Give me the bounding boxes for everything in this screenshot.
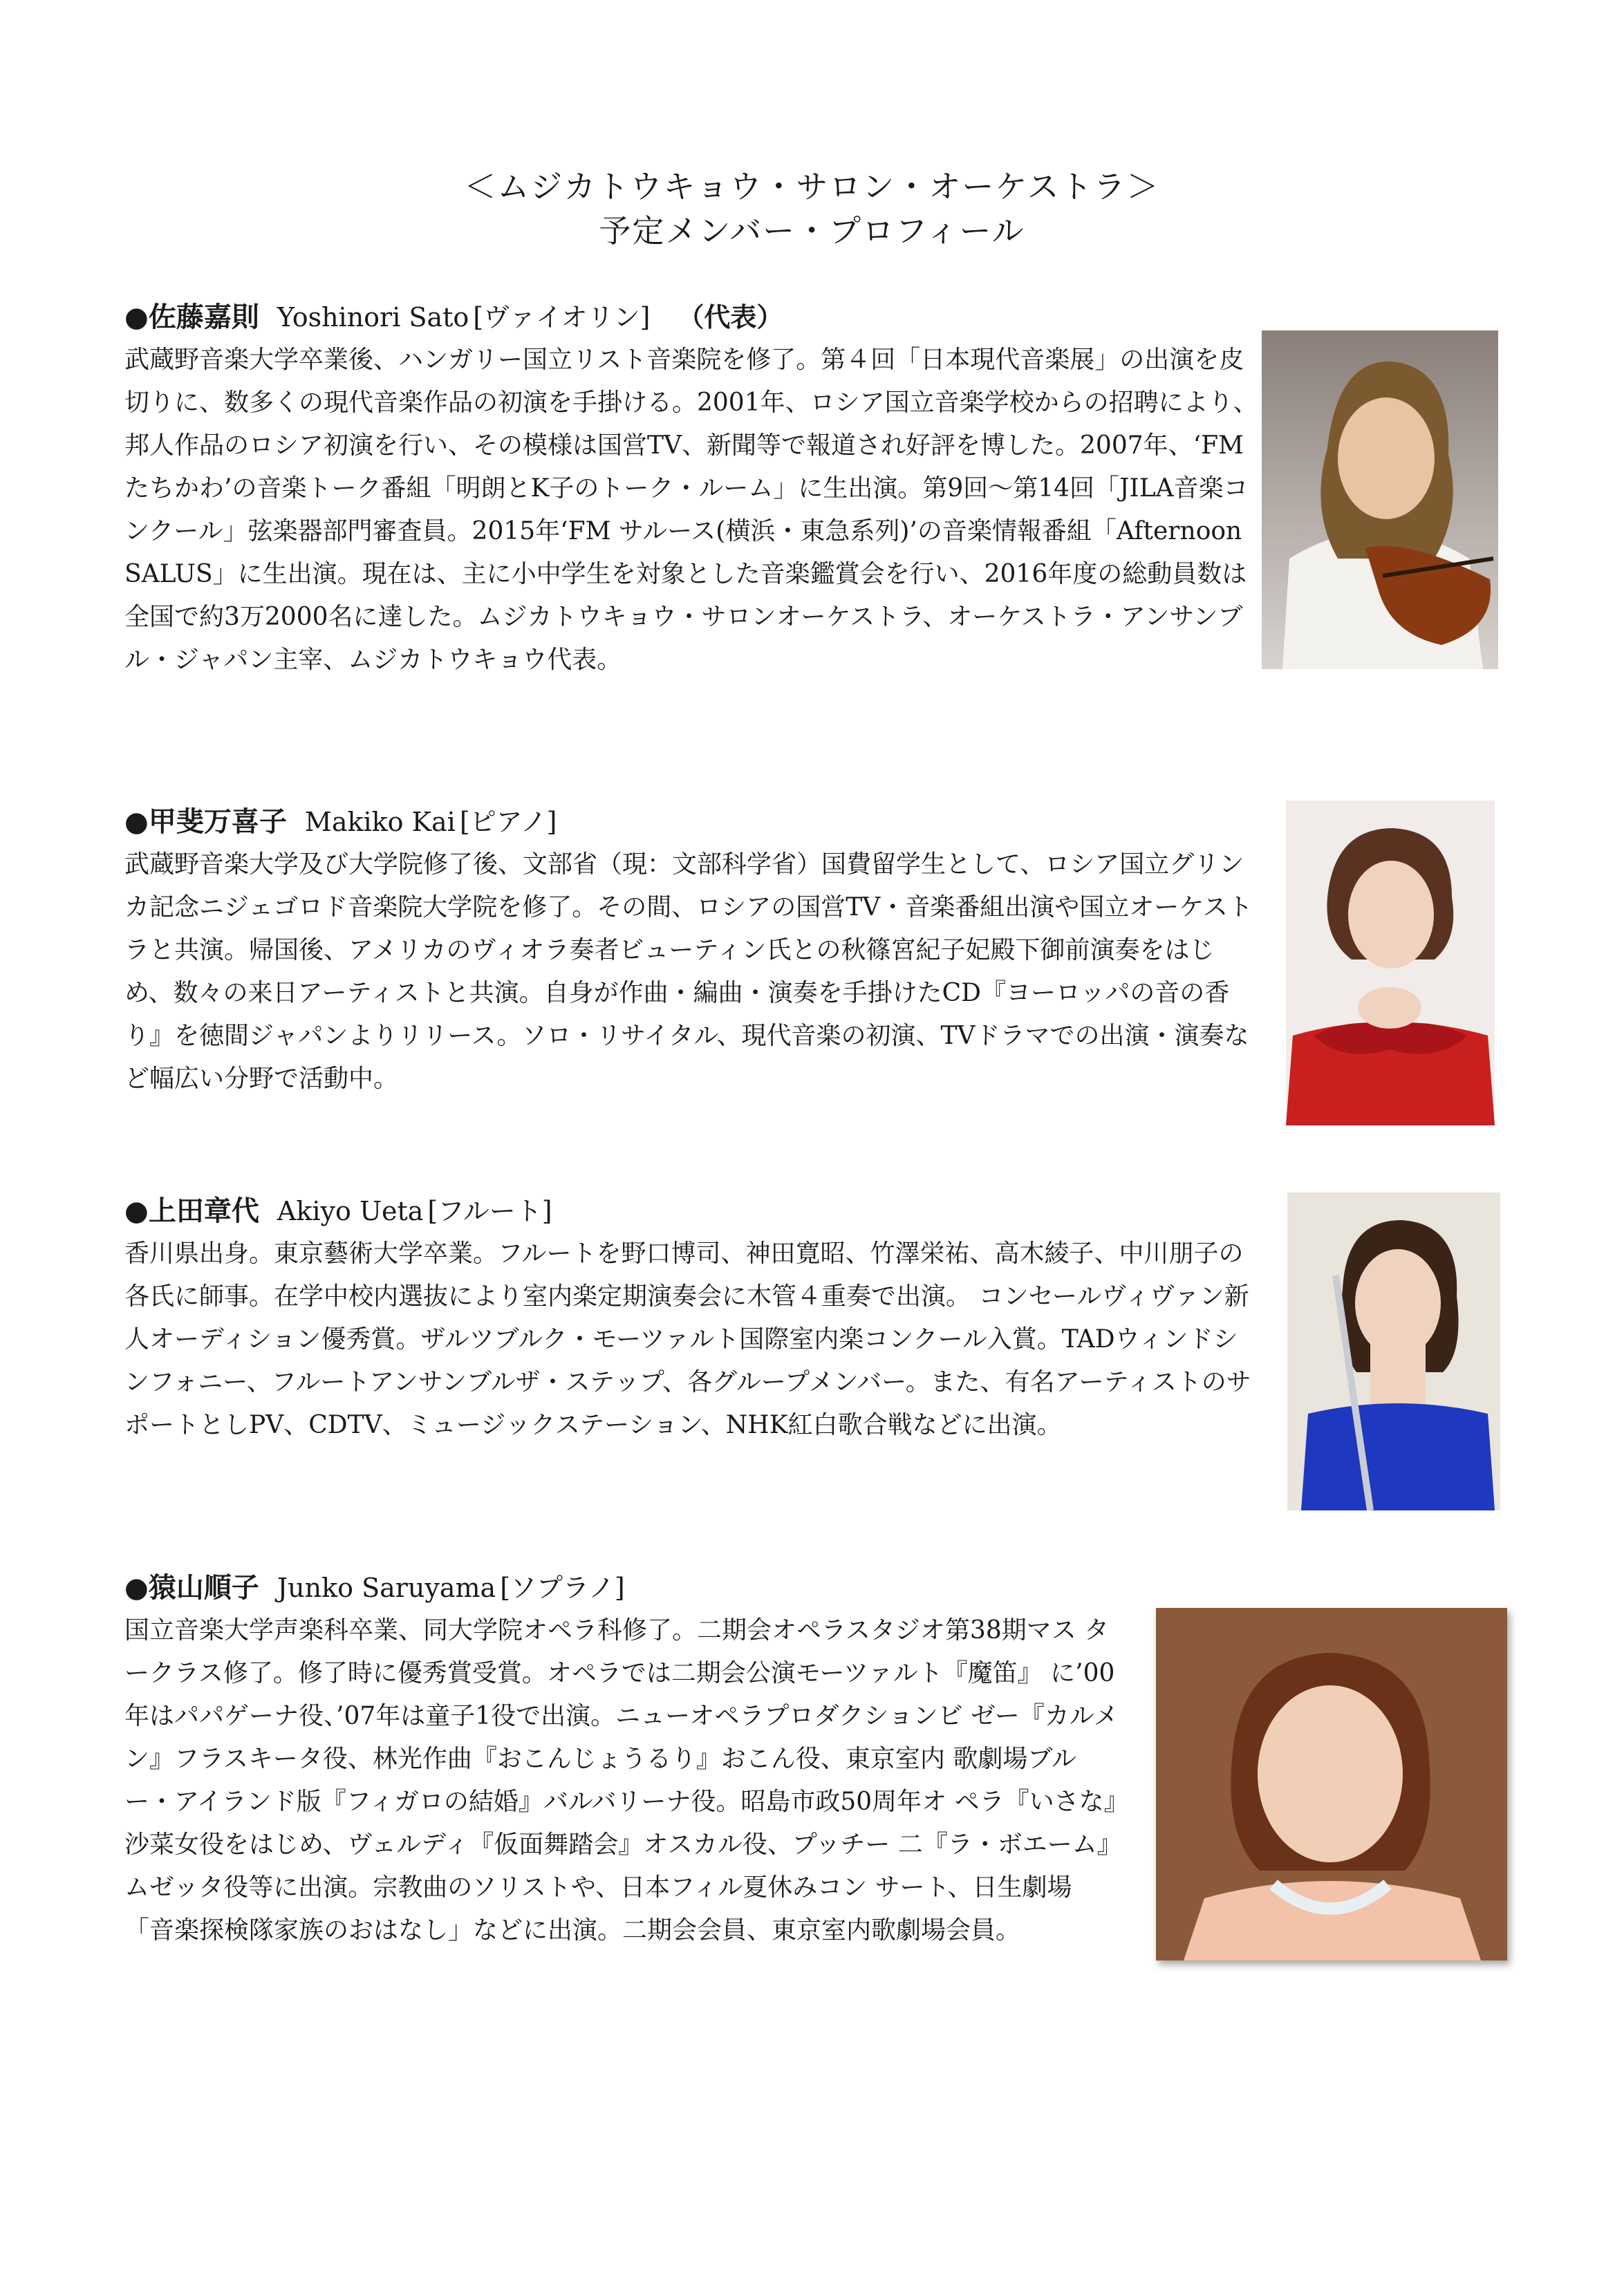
member-profile-sato [124,299,1258,682]
member-profile-saruyama [124,1569,1120,1952]
member-profile-kai [124,803,1258,1101]
member-role: [ヴァイオリン] [473,302,651,333]
pianist-photo [1286,801,1495,1125]
member-bio: 国立音楽大学声楽科卒業、同大学院オペラ科修了。二期会オペラスタジオ第38期マス タークラス修了。修了時に優秀賞受賞。オペラでは二期会公演モーツァルト『魔笛』 に’00年はパパゲーナ役、’07年は童子1役で出演。ニューオペラプロダクションビ ゼー『カルメン』フラスキータ役、林光作曲『おこんじょうるり』おこん役、東京室内 歌劇場ブルー・アイランド版『フィガロの結婚』バルバリーナ役。昭島市政50周年オ ペラ『いさな』沙菜女役をはじめ、ヴェルディ『仮面舞踏会』オスカル役、プッチー 二『ラ・ボエーム』ムゼッタ役等に出演。宗教曲のソリストや、日本フィル夏休みコン サート、日生劇場「音楽探検隊家族のおはなし」などに出演。二期会会員、東京室内歌劇場会員。 [124,1616,1119,1945]
member-bio: 香川県出身。東京藝術大学卒業。フルートを野口博司、神田寛昭、竹澤栄祐、高木綾子、中川朋子の各氏に師事。在学中校内選抜により室内楽定期演奏会に木管４重奏で出演。 コンセールヴィヴァン新人オーディション優秀賞。ザルツブルク・モーツァルト国際室内楽コンクール入賞。TADウィンドシンフォニー、フルートアンサンブルザ・ステップ、各グループメンバー。また、有名アーティストのサポートとしPV、CDTV、ミュージックステーション、NHK紅白歌合戦などに出演。 [124,1239,1251,1439]
member-name-en: Akiyo Ueta [277,1196,424,1226]
member-profile-ueta [124,1192,1258,1447]
member-name-en: Makiko Kai [304,807,456,837]
bullet-icon: ● [124,805,149,838]
title-line-1: ＜ムジカトウキョウ・サロン・オーケストラ＞ [464,168,1160,205]
member-bio: 武蔵野音楽大学及び大学院修了後、文部省（現：文部科学省）国費留学生として、ロシア国立グリンカ記念ニジェゴロド音楽院大学院を修了。その間、ロシアの国営TV・音楽番組出演や国立オーケストラと共演。帰国後、アメリカのヴィオラ奏者ビューティン氏との秋篠宮紀子妃殿下御前演奏をはじめ、数々の来日アーティストと共演。自身が作曲・編曲・演奏を手掛けたCD『ヨーロッパの音の香り』を徳間ジャパンよりリリース。ソロ・リサイタル、現代音楽の初演、TVドラマでの出演・演奏など幅広い分野で活動中。 [124,850,1253,1093]
bullet-icon: ● [124,301,149,333]
flutist-photo [1287,1192,1500,1510]
document-title [0,165,1624,253]
soprano-photo [1156,1608,1507,1960]
title-line-2: 予定メンバー・プロフィール [599,212,1025,250]
member-name-ja: 猿山順子 [148,1571,259,1604]
member-title-suffix: （代表） [678,301,783,333]
member-role: [フルート] [427,1196,552,1226]
violinist-photo [1262,330,1498,669]
member-heading [124,1569,1120,1607]
member-name-en: Yoshinori Sato [277,302,469,333]
member-role: [ソプラノ] [500,1573,625,1603]
member-name-en: Junko Saruyama [277,1573,496,1603]
member-bio: 武蔵野音楽大学卒業後、ハンガリー国立リスト音楽院を修了。第４回「日本現代音楽展」の出演を皮切りに、数多くの現代音楽作品の初演を手掛ける。2001年、ロシア国立音楽学校からの招聘により、邦人作品のロシア初演を行い、その模様は国営TV、新聞等で報道され好評を博した。2007年、‘FM たちかわ’の音楽トーク番組「明朗とK子のトーク・ルーム」に生出演。第9回〜第14回「JILA音楽コンクール」弦楽器部門審査員。2015年‘FM サルース(横浜・東急系列)’の音楽情報番組「Afternoon SALUS」に生出演。現在は、主に小中学生を対象とした音楽鑑賞会を行い、2016年度の総動員数は全国で約3万2000名に達した。ムジカトウキョウ・サロンオーケストラ、オーケストラ・アンサンブル・ジャパン主宰、ムジカトウキョウ代表。 [124,346,1258,674]
member-heading [124,803,1258,841]
member-heading [124,1192,1258,1230]
member-name-ja: 甲斐万喜子 [148,805,287,838]
member-role: [ピアノ] [459,807,557,837]
bullet-icon: ● [124,1195,149,1227]
member-name-ja: 佐藤嘉則 [148,301,259,333]
bullet-icon: ● [124,1571,149,1604]
member-heading [124,299,1258,336]
member-name-ja: 上田章代 [148,1195,259,1227]
